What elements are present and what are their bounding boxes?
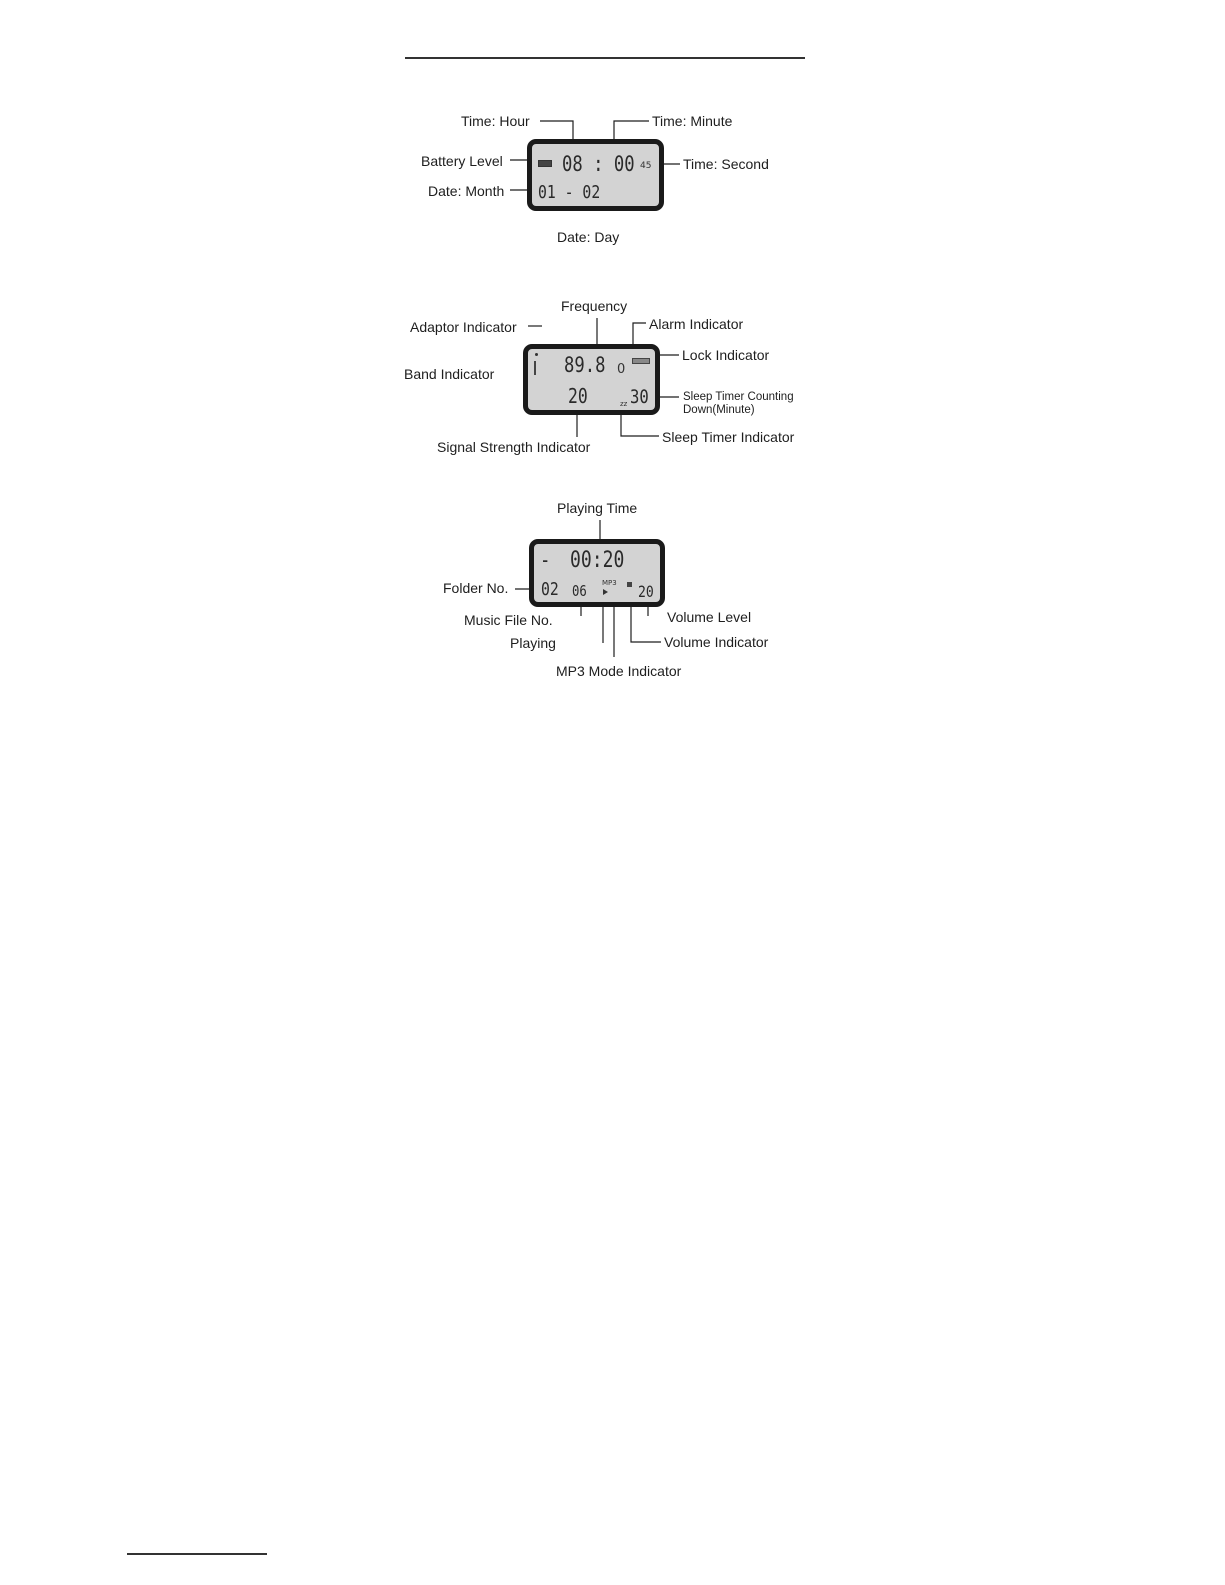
label-volume-level: Volume Level [667,609,752,625]
radio-signal: 20 [568,384,588,408]
label-alarm-indicator: Alarm Indicator [649,316,744,332]
clock-seconds: 45 [640,161,652,171]
lock-icon [632,358,650,364]
label-time-hour: Time: Hour [461,113,530,129]
sleep-indicator-icon: zz [620,400,628,408]
label-playing: Playing [510,635,556,651]
radio-frequency-digit: 0 [617,362,626,377]
label-time-second: Time: Second [683,156,769,172]
radio-lcd-screen [523,344,660,415]
label-adaptor-indicator: Adaptor Indicator [410,319,517,335]
label-playing-time: Playing Time [557,500,638,516]
label-band-indicator: Band Indicator [404,366,495,382]
label-date-month: Date: Month [428,183,505,199]
play-icon [603,589,608,595]
label-battery-level: Battery Level [421,153,503,169]
label-sleep-timer-indicator: Sleep Timer Indicator [662,429,795,445]
mp3-folder-no: 02 [541,579,559,600]
label-frequency: Frequency [561,298,628,314]
label-date-day: Date: Day [557,229,620,245]
mp3-dash: - [540,548,551,572]
mp3-playing-time: 00:20 [570,548,625,573]
label-mp3-mode-indicator: MP3 Mode Indicator [556,663,682,679]
label-time-minute: Time: Minute [652,113,733,129]
label-lock-indicator: Lock Indicator [682,347,770,363]
battery-icon [538,160,552,167]
clock-time: 08 : 00 [562,152,635,176]
mp3-mode-icon: MP3 [602,579,617,587]
band-icon [534,361,544,375]
label-sleep-countdown-line2: Down(Minute) [683,404,755,416]
radio-frequency: 89.8 [564,353,606,377]
mp3-file-no: 06 [572,582,587,600]
leader-alarm [633,323,646,345]
mp3-volume-level: 20 [638,582,654,601]
adaptor-icon [535,353,538,356]
label-signal-strength: Signal Strength Indicator [437,439,591,455]
clock-date: 01 - 02 [538,182,601,203]
volume-icon [627,582,632,587]
clock-lcd-screen [527,139,664,211]
label-music-file-no: Music File No. [464,612,553,628]
label-sleep-countdown-line1: Sleep Timer Counting [683,391,794,403]
label-folder-no: Folder No. [443,580,509,596]
mp3-lcd-screen [529,539,665,607]
label-volume-indicator: Volume Indicator [664,634,769,650]
radio-sleep-minutes: 30 [630,386,649,408]
